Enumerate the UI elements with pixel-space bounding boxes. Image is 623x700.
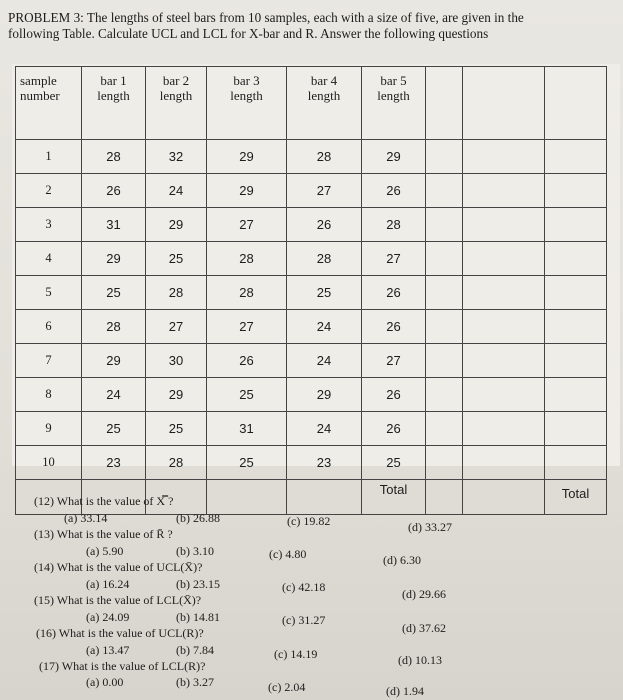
total-label-cell: Total — [362, 480, 426, 515]
empty-cell — [426, 140, 463, 174]
bar-5-cell: 26 — [362, 310, 426, 344]
question-13: (13) What is the value of R̄ ? — [34, 527, 173, 541]
total-blank-cell — [287, 480, 362, 515]
empty-cell — [426, 242, 463, 276]
empty-cell — [463, 446, 545, 480]
total-blank-cell — [16, 480, 82, 515]
sample-number: 3 — [16, 208, 82, 242]
question-17-option-b: (b) 3.27 — [176, 675, 214, 689]
sample-number: 1 — [16, 140, 82, 174]
header-bar-5: bar 5 length — [362, 67, 426, 140]
question-14-option-c: (c) 42.18 — [282, 580, 326, 594]
bar-2-cell: 27 — [146, 310, 207, 344]
empty-cell — [545, 242, 607, 276]
empty-cell — [463, 242, 545, 276]
total-blank-cell — [207, 480, 287, 515]
bar-5-cell: 27 — [362, 344, 426, 378]
bar-4-cell: 23 — [287, 446, 362, 480]
bar-4-cell: 24 — [287, 344, 362, 378]
header-sample-number: sample number — [16, 67, 82, 140]
bar-3-cell: 26 — [207, 344, 287, 378]
empty-cell — [426, 412, 463, 446]
table-header-row — [16, 67, 607, 140]
empty-cell — [545, 208, 607, 242]
empty-cell — [426, 310, 463, 344]
bar-2-cell: 29 — [146, 208, 207, 242]
header-bar-3: bar 3 length — [207, 67, 287, 140]
bar-5-cell: 26 — [362, 174, 426, 208]
question-17-option-d: (d) 1.94 — [386, 684, 424, 698]
empty-cell — [463, 378, 545, 412]
table-row — [16, 344, 607, 378]
header-empty-1 — [426, 67, 463, 140]
question-16-option-b: (b) 7.84 — [176, 643, 214, 657]
question-14-option-d: (d) 29.66 — [402, 587, 446, 601]
bar-5-cell: 25 — [362, 446, 426, 480]
question-17: (17) What is the value of LCL(R)? — [39, 659, 206, 673]
bar-4-cell: 28 — [287, 140, 362, 174]
empty-cell — [463, 412, 545, 446]
total-row — [16, 480, 607, 515]
question-15-option-a: (a) 24.09 — [86, 610, 130, 624]
header-bar-2: bar 2 length — [146, 67, 207, 140]
bar-3-cell: 29 — [207, 140, 287, 174]
table-row — [16, 310, 607, 344]
question-17-option-c: (c) 2.04 — [268, 680, 306, 694]
bar-2-cell: 24 — [146, 174, 207, 208]
bar-4-cell: 28 — [287, 242, 362, 276]
empty-cell — [426, 446, 463, 480]
empty-cell — [545, 140, 607, 174]
table-row — [16, 242, 607, 276]
question-14: (14) What is the value of UCL(X̄)? — [34, 560, 203, 574]
total-blank-cell — [426, 480, 463, 515]
question-15: (15) What is the value of LCL(X̄)? — [34, 593, 202, 607]
bar-5-cell: 26 — [362, 378, 426, 412]
sample-number: 7 — [16, 344, 82, 378]
empty-cell — [426, 276, 463, 310]
empty-cell — [463, 276, 545, 310]
bar-4-cell: 25 — [287, 276, 362, 310]
sample-number: 9 — [16, 412, 82, 446]
header-bar-4: bar 4 length — [287, 67, 362, 140]
question-13-option-b: (b) 3.10 — [176, 544, 214, 558]
sample-number: 5 — [16, 276, 82, 310]
table-row — [16, 276, 607, 310]
bar-1-cell: 28 — [82, 310, 146, 344]
bar-5-cell: 29 — [362, 140, 426, 174]
bar-4-cell: 24 — [287, 310, 362, 344]
bar-2-cell: 25 — [146, 412, 207, 446]
empty-cell — [463, 310, 545, 344]
sample-number: 4 — [16, 242, 82, 276]
empty-cell — [426, 344, 463, 378]
empty-cell — [545, 344, 607, 378]
question-16: (16) What is the value of UCL(R)? — [36, 626, 204, 640]
question-12-option-d: (d) 33.27 — [408, 520, 452, 534]
question-16-option-c: (c) 14.19 — [274, 647, 318, 661]
question-15-option-b: (b) 14.81 — [176, 610, 220, 624]
empty-cell — [463, 344, 545, 378]
steel-bar-table — [15, 66, 607, 515]
bar-5-cell: 26 — [362, 412, 426, 446]
total-blank-cell — [146, 480, 207, 515]
bar-1-cell: 29 — [82, 344, 146, 378]
bar-2-cell: 30 — [146, 344, 207, 378]
bar-3-cell: 28 — [207, 242, 287, 276]
question-12: (12) What is the value of X̿ ? — [34, 494, 174, 508]
bar-3-cell: 27 — [207, 310, 287, 344]
bar-5-cell: 28 — [362, 208, 426, 242]
empty-cell — [426, 174, 463, 208]
bar-4-cell: 29 — [287, 378, 362, 412]
total-blank-cell — [82, 480, 146, 515]
empty-cell — [545, 276, 607, 310]
total-label-cell-2: Total — [545, 480, 607, 515]
table-row — [16, 446, 607, 480]
empty-cell — [426, 208, 463, 242]
empty-cell — [545, 446, 607, 480]
header-empty-2 — [463, 67, 545, 140]
table-row — [16, 174, 607, 208]
bar-2-cell: 25 — [146, 242, 207, 276]
sample-number: 8 — [16, 378, 82, 412]
question-12-option-c: (c) 19.82 — [287, 514, 331, 528]
bar-1-cell: 25 — [82, 276, 146, 310]
question-16-option-d: (d) 10.13 — [398, 653, 442, 667]
bar-3-cell: 25 — [207, 446, 287, 480]
sample-number: 10 — [16, 446, 82, 480]
bar-1-cell: 28 — [82, 140, 146, 174]
bar-2-cell: 28 — [146, 276, 207, 310]
empty-cell — [463, 174, 545, 208]
bar-2-cell: 28 — [146, 446, 207, 480]
bar-1-cell: 24 — [82, 378, 146, 412]
header-empty-3 — [545, 67, 607, 140]
bar-2-cell: 29 — [146, 378, 207, 412]
question-12-option-a: (a) 33.14 — [64, 511, 108, 525]
empty-cell — [545, 412, 607, 446]
question-13-option-d: (d) 6.30 — [383, 553, 421, 567]
empty-cell — [426, 378, 463, 412]
question-14-option-b: (b) 23.15 — [176, 577, 220, 591]
problem-line-2: following Table. Calculate UCL and LCL for X-bar and R. Answer the following questions — [8, 26, 489, 41]
bar-2-cell: 32 — [146, 140, 207, 174]
bar-1-cell: 23 — [82, 446, 146, 480]
bar-3-cell: 31 — [207, 412, 287, 446]
table-row — [16, 412, 607, 446]
table-row — [16, 140, 607, 174]
bar-1-cell: 25 — [82, 412, 146, 446]
problem-line-1: PROBLEM 3: The lengths of steel bars from 10 samples, each with a size of five, are given in the — [8, 10, 524, 25]
question-15-option-d: (d) 37.62 — [402, 621, 446, 635]
sample-number: 6 — [16, 310, 82, 344]
empty-cell — [545, 310, 607, 344]
bar-3-cell: 28 — [207, 276, 287, 310]
bar-3-cell: 25 — [207, 378, 287, 412]
table-row — [16, 378, 607, 412]
question-17-option-a: (a) 0.00 — [86, 675, 124, 689]
total-blank-cell — [463, 480, 545, 515]
bar-5-cell: 27 — [362, 242, 426, 276]
bar-1-cell: 29 — [82, 242, 146, 276]
question-13-option-c: (c) 4.80 — [269, 547, 307, 561]
bar-4-cell: 26 — [287, 208, 362, 242]
question-15-option-c: (c) 31.27 — [282, 613, 326, 627]
question-16-option-a: (a) 13.47 — [86, 643, 130, 657]
question-13-option-a: (a) 5.90 — [86, 544, 124, 558]
bar-1-cell: 31 — [82, 208, 146, 242]
sample-number: 2 — [16, 174, 82, 208]
question-12-option-b: (b) 26.88 — [176, 511, 220, 525]
empty-cell — [463, 208, 545, 242]
bar-1-cell: 26 — [82, 174, 146, 208]
table-row — [16, 208, 607, 242]
bar-4-cell: 24 — [287, 412, 362, 446]
bar-3-cell: 29 — [207, 174, 287, 208]
bar-4-cell: 27 — [287, 174, 362, 208]
bar-3-cell: 27 — [207, 208, 287, 242]
header-bar-1: bar 1 length — [82, 67, 146, 140]
empty-cell — [545, 378, 607, 412]
problem-statement — [8, 10, 616, 42]
question-14-option-a: (a) 16.24 — [86, 577, 130, 591]
empty-cell — [545, 174, 607, 208]
bar-5-cell: 26 — [362, 276, 426, 310]
empty-cell — [463, 140, 545, 174]
